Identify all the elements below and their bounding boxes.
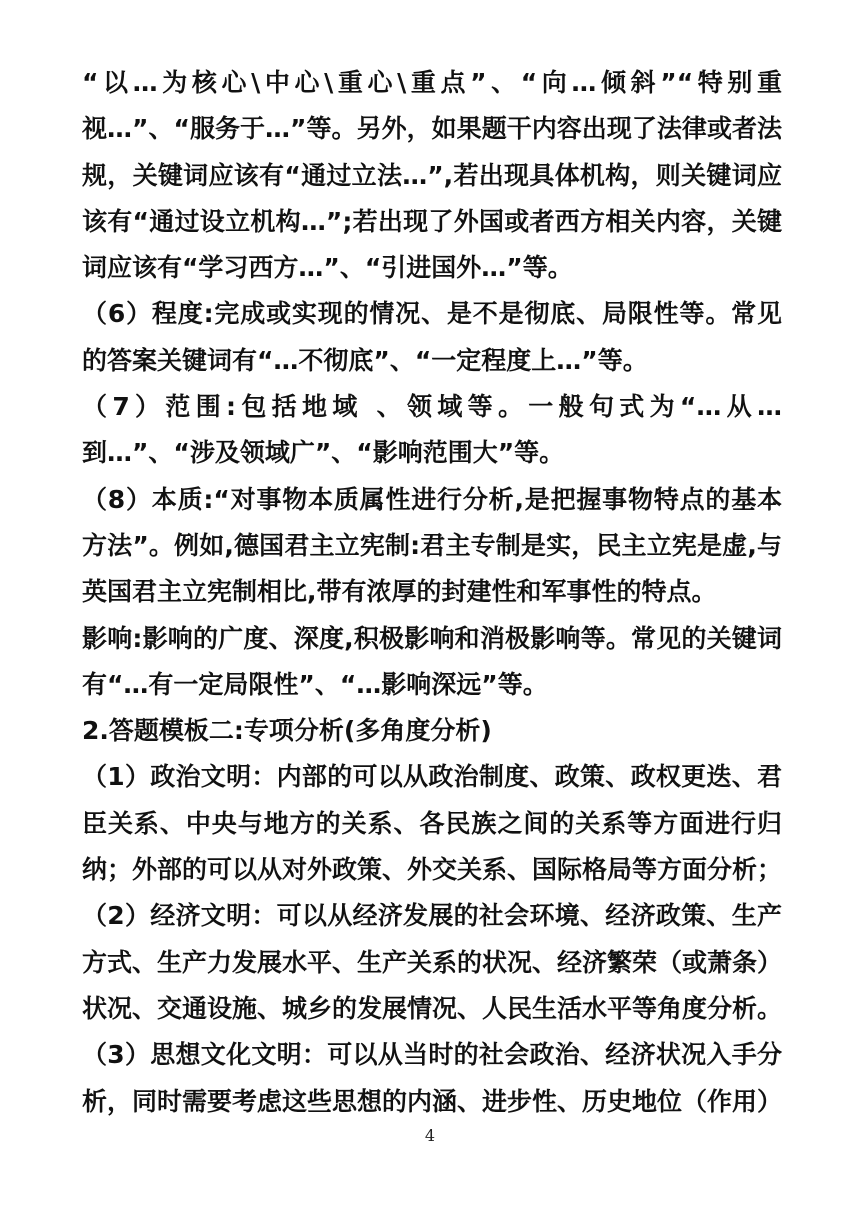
paragraph-economic: （2）经济文明：可以从经济发展的社会环境、经济政策、生产方式、生产力发展水平、生产关系的状况、经济繁荣（或萧条）状况、交通设施、城乡的发展情况、人民生活水平等角度分析。 (82, 901, 783, 1023)
paragraph-degree: （6）程度:完成或实现的情况、是不是彻底、局限性等。常见的答案关键词有“…不彻底”、“一定程度上…”等。 (82, 299, 782, 375)
body-text (82, 60, 782, 1125)
paragraph-scope: （7）范围:包括地域 、领域等。一般句式为“…从…到…”、“涉及领域广”、“影响范围大”等。 (82, 392, 782, 468)
paragraph-cultural: （3）思想文化文明：可以从当时的社会政治、经济状况入手分析，同时需要考虑这些思想的内涵、进步性、历史地位（作用） (82, 1040, 783, 1116)
page-number: 4 (424, 1126, 436, 1145)
paragraph-keywords-continued: “以…为核心\中心\重心\重点”、“向…倾斜”“特别重视…”、“服务于…”等。另外，如果题干内容出现了法律或者法规，关键词应该有“通过立法…”,若出现具体机构，则关键词应该有“通过设立机构…”;若出现了外国或者西方相关内容，关键词应该有“学习西方…”、“引进国外…”等。 (82, 68, 782, 283)
paragraph-influence: 影响:影响的广度、深度,积极影响和消极影响等。常见的关键词有“…有一定局限性”、“…影响深远”等。 (82, 623, 782, 699)
section-heading-template-two: 2.答题模板二:专项分析(多角度分析) (82, 716, 492, 746)
paragraph-political: （1）政治文明：内部的可以从政治制度、政策、政权更迭、君臣关系、中央与地方的关系、各民族之间的关系等方面进行归纳；外部的可以从对外政策、外交关系、国际格局等方面分析； (82, 762, 783, 885)
paragraph-essence: （8）本质:“对事物本质属性进行分析,是把握事物特点的基本方法”。例如,德国君主立宪制:君主专制是实，民主立宪是虚,与英国君主立宪制相比,带有浓厚的封建性和军事性的特点。 (82, 484, 782, 607)
